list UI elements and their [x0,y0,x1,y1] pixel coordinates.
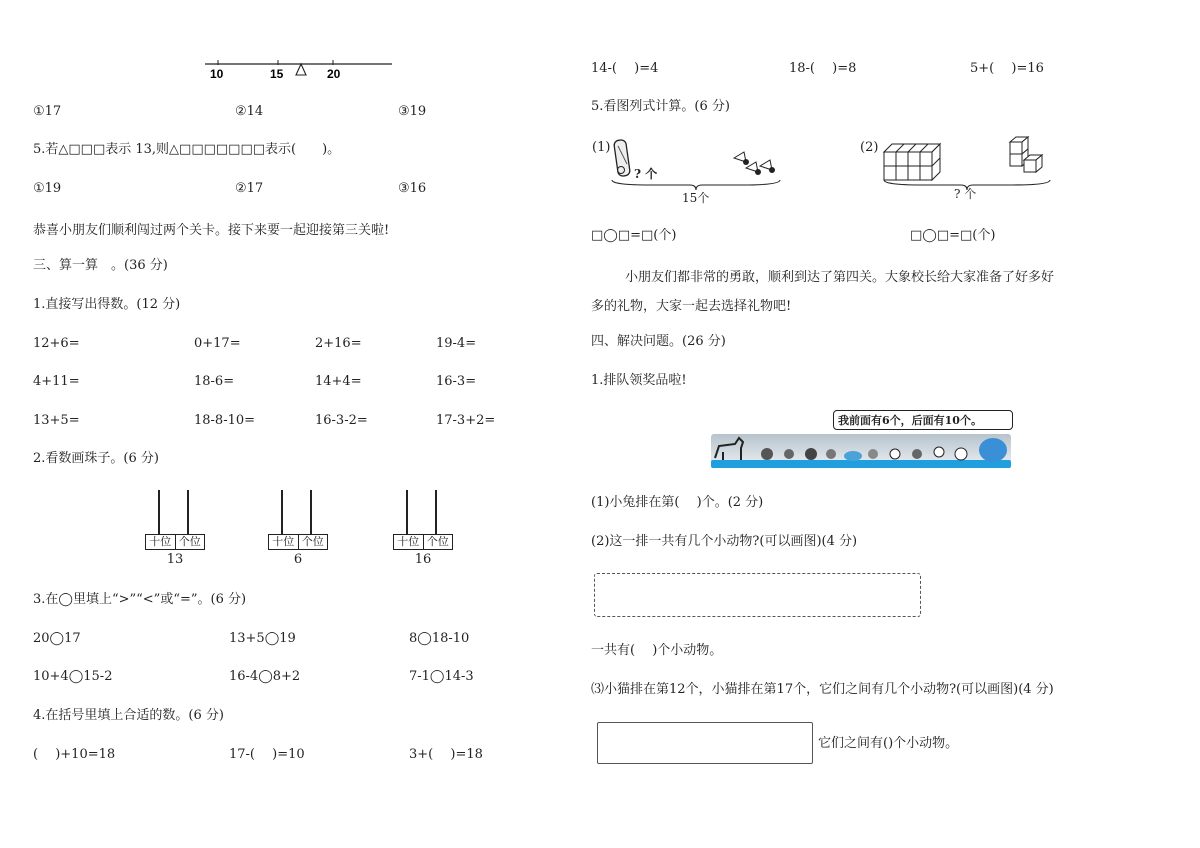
abacus-number: 6 [293,552,303,567]
abacus [393,490,453,570]
fill-item: 3+( )=18 [409,747,483,762]
calc-item: 2+16= [315,336,362,351]
calc-item: 18-6= [194,374,235,389]
fill-item: 5+( )=16 [970,61,1044,76]
abacus-number: 16 [414,552,432,567]
shuttlecock-icon [728,148,778,182]
answer-line: 一共有( )个小动物。 [591,643,723,658]
calc-item: 12+6= [33,336,80,351]
intro-text: 多的礼物，大家一起去选择礼物吧! [591,299,792,314]
figure-label: (1) [592,140,611,155]
section-title: 三、算一算 。(36 分) [33,258,168,273]
question-title: 3.在◯里填上“>”“<”或“=”。(6 分) [33,592,247,607]
question-title: 5.看图列式计算。(6 分) [591,99,730,114]
ones-label: 个位 [301,535,324,548]
sub-question: ⑶小猫排在第12个，小猫排在第17个，它们之间有几个小动物?(可以画图)(4 分) [591,682,1054,697]
triangle-marker [296,64,306,75]
unknown-label: ? 个 [634,167,658,181]
figure-label: (2) [860,140,879,155]
answer-box[interactable] [594,573,921,617]
speech-text: 我前面有6个，后面有10个。 [838,414,982,427]
fill-item: ( )+10=18 [33,747,116,762]
number-line [200,56,400,84]
compare-item: 10+4◯15-2 [33,669,113,684]
figure-cubes [858,134,1058,204]
compare-item: 13+5◯19 [229,631,296,646]
intro-text: 小朋友们都非常的勇敢，顺利到达了第四关。大象校长给大家准备了好多好 [625,270,1055,285]
unknown-label: ? 个 [954,187,977,201]
figure-shuttlecocks [590,134,790,204]
shuttlecock-tube-icon [612,138,634,180]
sub-question: (1)小兔排在第( )个。(2 分) [591,495,764,510]
cubes-small-icon [1004,136,1048,180]
tens-label: 十位 [394,535,424,549]
calc-item: 13+5= [33,413,80,428]
formula-blank: □◯□=□(个) [591,228,677,243]
question-title: 1.直接写出得数。(12 分) [33,297,181,312]
option: ①19 [33,181,62,196]
number-line-tick: 20 [327,67,341,81]
calc-item: 17-3+2= [436,413,496,428]
calc-item: 14+4= [315,374,362,389]
calc-item: 16-3-2= [315,413,368,428]
abacus [268,490,328,570]
tens-label: 十位 [269,535,299,549]
abacus-number: 13 [166,552,184,567]
calc-item: 4+11= [33,374,80,389]
ones-label: 个位 [178,535,201,548]
option: ①17 [33,104,62,119]
calc-item: 0+17= [194,336,241,351]
question-5: 5.若△□□□表示 13,则△□□□□□□□表示( )。 [33,142,341,157]
fill-item: 17-( )=10 [229,747,305,762]
answer-box[interactable] [597,722,813,764]
question-title: 1.排队领奖品啦! [591,373,687,388]
option: ②17 [235,181,264,196]
formula-blank: □◯□=□(个) [910,228,996,243]
fill-item: 18-( )=8 [789,61,857,76]
abacus [145,490,205,570]
option: ③16 [398,181,427,196]
animals-icon [711,432,1011,470]
total-label: 15个 [682,191,710,205]
answer-line: 它们之间有()个小动物。 [818,736,959,751]
number-line-tick: 15 [270,67,284,81]
speech-bubble [833,410,1013,430]
section-title: 四、解决问题。(26 分) [591,334,726,349]
number-line-tick: 10 [210,67,224,81]
congrats-text: 恭喜小朋友们顺利闯过两个关卡。接下来要一起迎接第三关啦! [33,223,390,238]
question-title: 2.看数画珠子。(6 分) [33,451,159,466]
question-title: 4.在括号里填上合适的数。(6 分) [33,708,224,723]
compare-item: 7-1◯14-3 [409,669,474,684]
compare-item: 16-4◯8+2 [229,669,301,684]
option: ②14 [235,104,264,119]
compare-item: 20◯17 [33,631,81,646]
fill-item: 14-( )=4 [591,61,659,76]
calc-item: 19-4= [436,336,477,351]
ones-label: 个位 [426,535,449,548]
tens-label: 十位 [146,535,176,549]
sub-question: (2)这一排一共有几个小动物?(可以画图)(4 分) [591,534,858,549]
compare-item: 8◯18-10 [409,631,470,646]
animal-queue-picture [705,408,1015,470]
calc-item: 16-3= [436,374,477,389]
option: ③19 [398,104,427,119]
calc-item: 18-8-10= [194,413,256,428]
